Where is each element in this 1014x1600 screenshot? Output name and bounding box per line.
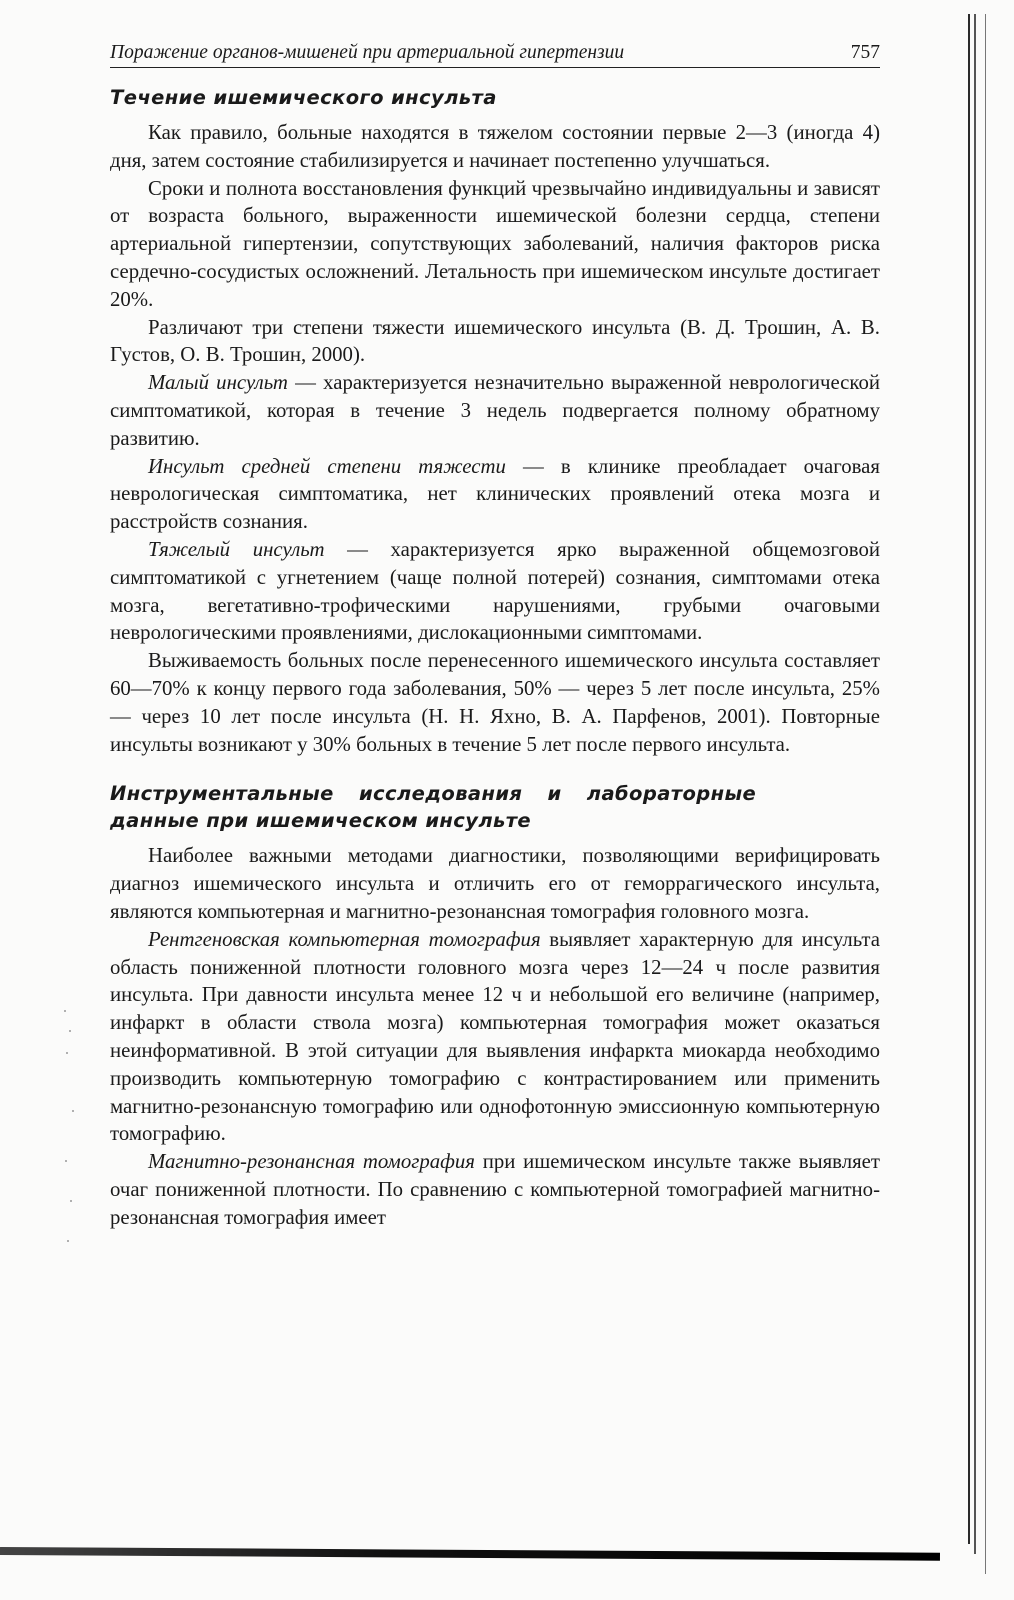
definition-text: — в клинике преобладает очаговая неврологическая симптоматика, нет клинических проявлений отека мозга и расстройств сознания.	[110, 454, 880, 534]
term: Малый инсульт	[148, 371, 288, 395]
heading-line: данные при ишемическом инсульте	[110, 809, 532, 833]
heading-line: Инструментальные исследования и лабораторные	[110, 782, 757, 806]
paragraph	[110, 1148, 880, 1231]
running-title: Поражение органов-мишеней при артериальной гипертензии	[110, 42, 625, 63]
book-page	[110, 40, 880, 1231]
term: Магнитно-резонансная томография	[148, 1150, 475, 1174]
section-heading: Течение ишемического инсульта	[110, 86, 497, 109]
running-header	[110, 40, 880, 68]
paragraph: Как правило, больные находятся в тяжелом состоянии первые 2—3 (иногда 4) дня, затем состояние стабилизируется и начинает постепенно улучшаться.	[110, 121, 880, 172]
paragraph: Наиболее важными методами диагностики, позволяющими верифицировать диагноз ишемического инсульта и отличить его от геморрагического инсульта, являются компьютерная и магнитно-резонансная томография головного мозга.	[110, 844, 880, 923]
paragraph	[110, 536, 880, 647]
definition-text: при ишемическом инсульте также выявляет очаг пониженной плотности. По сравнению с компьютерной томографией магнитно-резонансная томография имеет	[110, 1150, 880, 1229]
section-heading	[110, 780, 880, 834]
term: Инсульт средней степени тяжести	[148, 454, 506, 478]
scan-edge-line	[985, 14, 986, 1574]
paragraph: Различают три степени тяжести ишемического инсульта (В. Д. Трошин, А. В. Густов, О. В. Трошин, 2000).	[110, 315, 880, 367]
term: Тяжелый инсульт	[148, 537, 325, 561]
page-number: 757	[850, 42, 880, 63]
scan-edge-line	[968, 14, 970, 1544]
scan-edge-line	[974, 14, 976, 1554]
definition-text: — характеризуется незначительно выраженной неврологической симптоматикой, которая в течение 3 недель подвергается полному обратному развитию.	[110, 371, 880, 450]
paragraph	[110, 926, 880, 1148]
scan-specks	[60, 1000, 80, 1260]
paragraph: Выживаемость больных после перенесенного ишемического инсульта составляет 60—70% к концу первого года заболевания, 50% — через 5 лет после инсульта, 25% — через 10 лет после инсульта (Н. Н. Яхно, В. А. Парфенов, 2001). Повторные инсульты возникают у 30% больных в течение 5 лет после первого инсульта.	[110, 649, 880, 756]
paragraph: Сроки и полнота восстановления функций чрезвычайно индивидуальны и зависят от возраста больного, выраженности ишемической болезни сердца, степени артериальной гипертензии, сопутствующих заболеваний, наличия факторов риска сердечно-сосудистых осложнений. Летальность при ишемическом инсульте достигает 20%.	[110, 176, 880, 311]
paragraph	[110, 369, 880, 452]
paragraph	[110, 453, 880, 536]
term: Рентгеновская компьютерная томография	[148, 927, 541, 951]
scan-bottom-edge	[0, 1547, 940, 1561]
definition-text: — характеризуется ярко выраженной общемозговой симптоматикой с угнетением (чаще полной потерей) сознания, симптомами отека мозга, вегетативно-трофическими нарушениями, грубыми очаговыми неврологическими проявлениями, дислокационными симптомами.	[110, 537, 880, 645]
definition-text: выявляет характерную для инсульта область пониженной плотности головного мозга через 12—24 ч после развития инсульта. При давности инсульта менее 12 ч и небольшой его величине (например, инфаркт в области ствола мозга) компьютерная томография может оказаться неинформативной. В этой ситуации для выявления инфаркта миокарда необходимо производить компьютерную томографию с контрастированием или применить магнитно-резонансную томографию или однофотонную эмиссионную компьютерную томографию.	[110, 927, 880, 1146]
